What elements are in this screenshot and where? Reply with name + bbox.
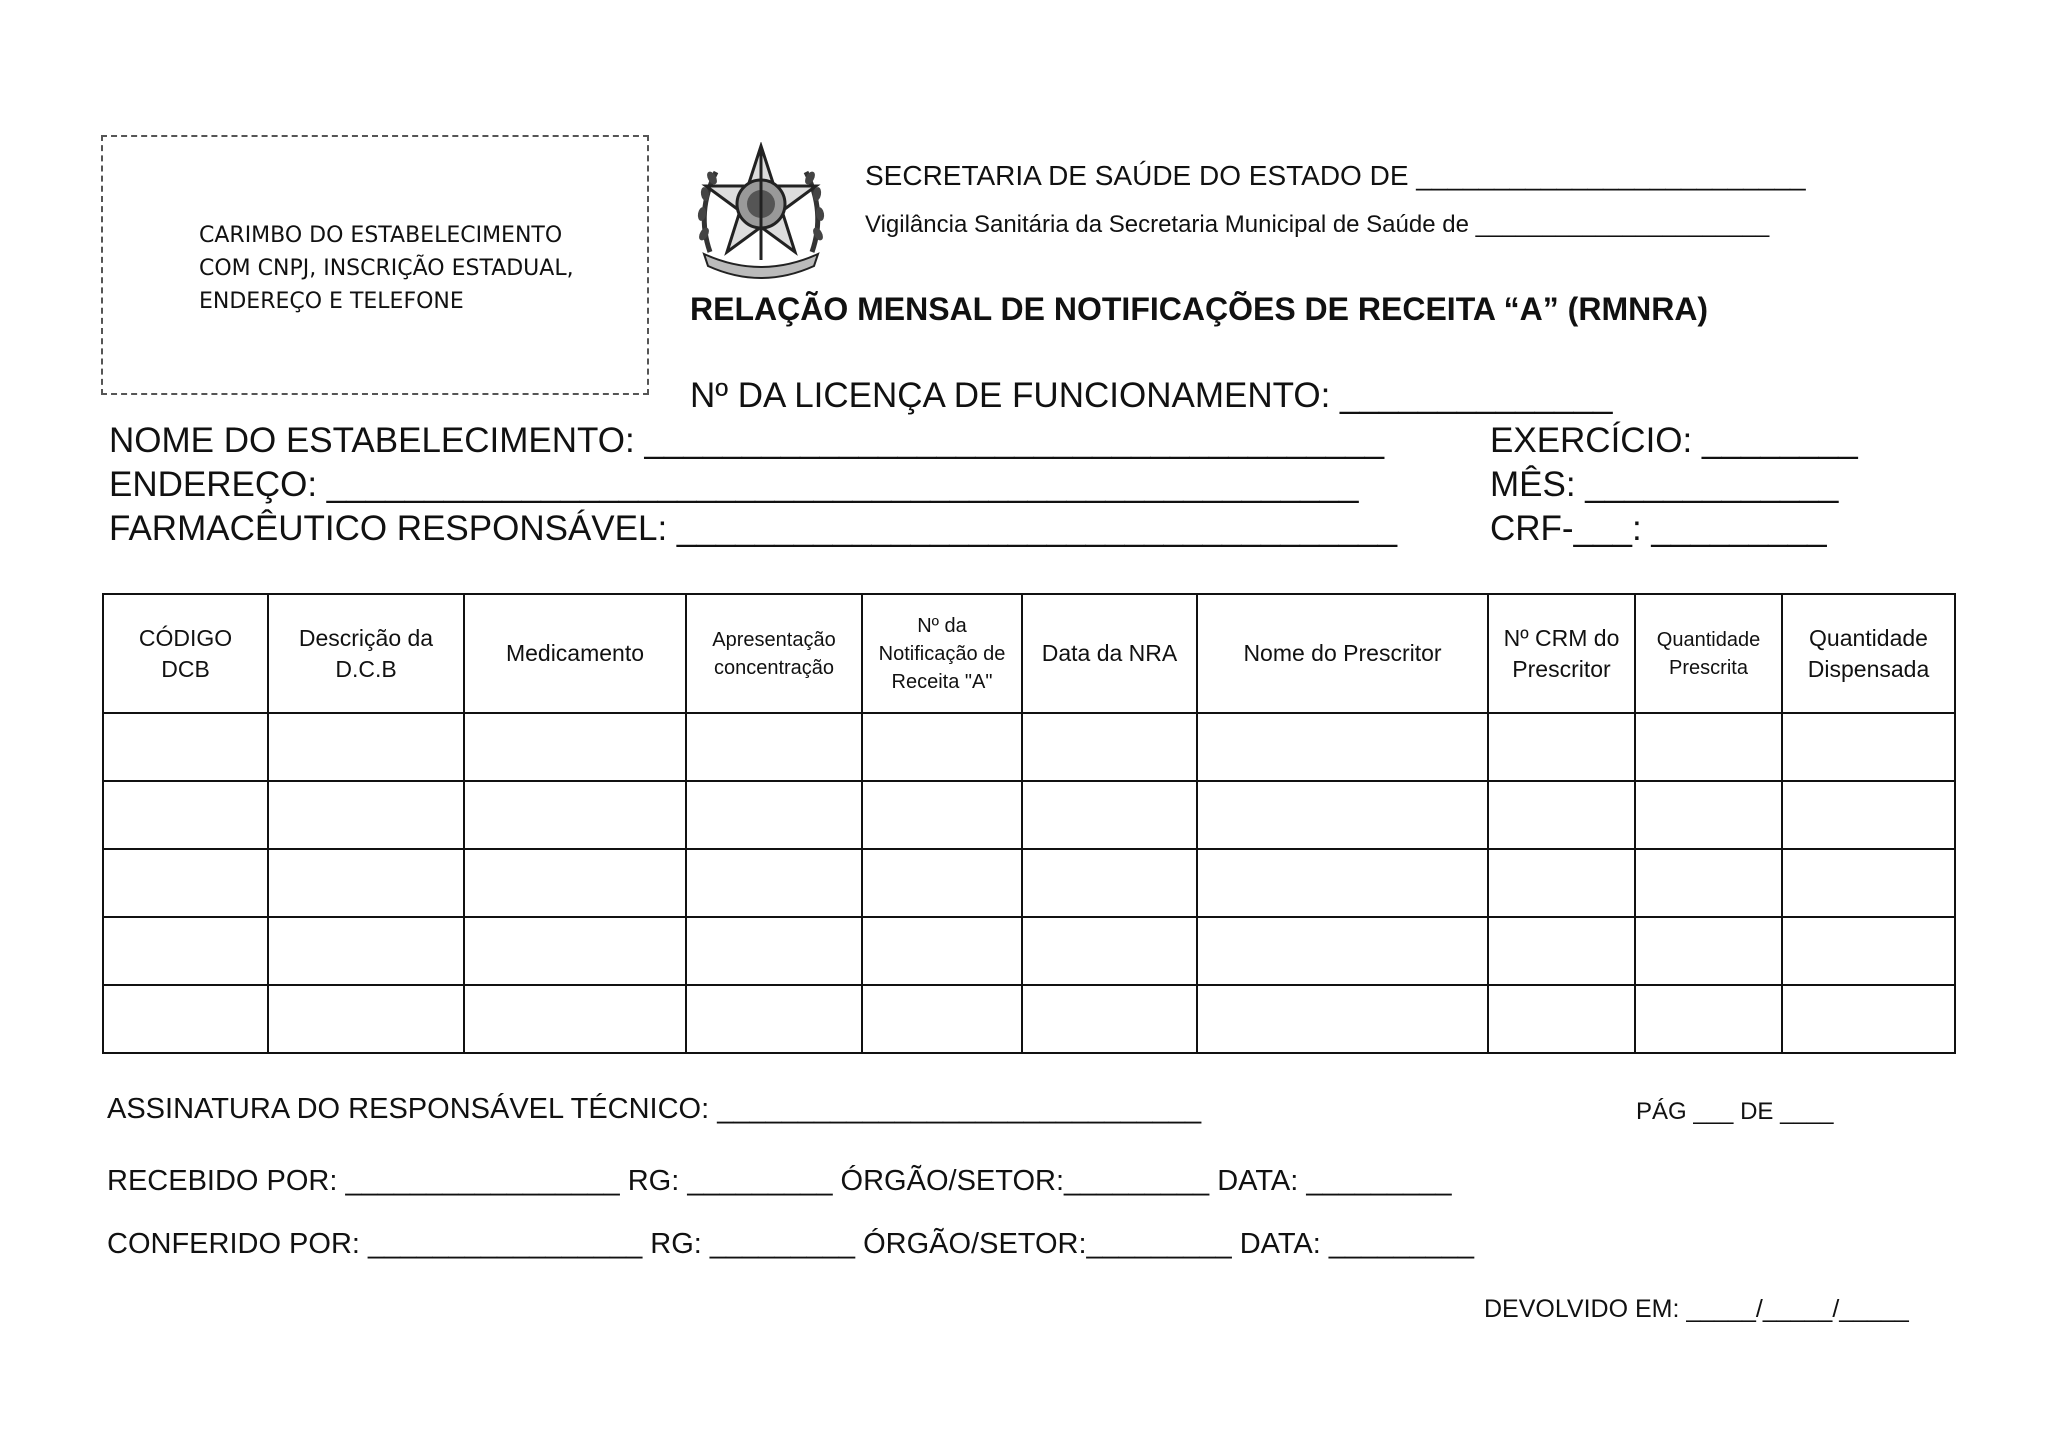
- table-cell[interactable]: [103, 849, 268, 917]
- col-header-apresentacao: Apresentação concentração: [686, 594, 862, 713]
- table-cell[interactable]: [1782, 985, 1955, 1053]
- table-cell[interactable]: [1782, 849, 1955, 917]
- establishment-name-field[interactable]: NOME DO ESTABELECIMENTO: ______________________________________: [109, 421, 1385, 460]
- table-cell[interactable]: [1488, 713, 1635, 781]
- fiscal-year-field[interactable]: EXERCÍCIO: ________: [1490, 421, 1858, 460]
- form-title: RELAÇÃO MENSAL DE NOTIFICAÇÕES DE RECEITA “A” (RMNRA): [690, 291, 1709, 327]
- table-cell[interactable]: [1635, 781, 1782, 849]
- table-cell[interactable]: [1022, 849, 1197, 917]
- table-cell[interactable]: [268, 713, 464, 781]
- month-field[interactable]: MÊS: _____________: [1490, 465, 1839, 504]
- table-cell[interactable]: [862, 985, 1022, 1053]
- table-cell[interactable]: [1782, 713, 1955, 781]
- col-header-crm-prescritor: Nº CRM do Prescritor: [1488, 594, 1635, 713]
- stamp-line-3: ENDEREÇO E TELEFONE: [199, 289, 464, 314]
- brazil-coat-of-arms-icon: [690, 142, 832, 282]
- notifications-table: [102, 593, 1956, 1054]
- address-field[interactable]: ENDEREÇO: _____________________________________________________: [109, 465, 1359, 504]
- establishment-stamp-box[interactable]: [101, 135, 649, 395]
- col-header-quantidade-dispensada: Quantidade Dispensada: [1782, 594, 1955, 713]
- license-number-field[interactable]: Nº DA LICENÇA DE FUNCIONAMENTO: ______________: [690, 376, 1613, 415]
- table-cell[interactable]: [464, 849, 686, 917]
- table-cell[interactable]: [1635, 849, 1782, 917]
- stamp-line-2: COM CNPJ, INSCRIÇÃO ESTADUAL,: [199, 256, 574, 281]
- table-header-row: [103, 594, 1955, 713]
- table-cell[interactable]: [1022, 985, 1197, 1053]
- received-by-line[interactable]: RECEBIDO POR: _________________ RG: _________ ÓRGÃO/SETOR:_________ DATA: _________: [107, 1165, 1452, 1197]
- table-cell[interactable]: [464, 985, 686, 1053]
- table-cell[interactable]: [268, 781, 464, 849]
- table-cell[interactable]: [268, 849, 464, 917]
- table-cell[interactable]: [1022, 781, 1197, 849]
- table-row: [103, 713, 1955, 781]
- table-cell[interactable]: [862, 849, 1022, 917]
- table-cell[interactable]: [1197, 713, 1488, 781]
- col-header-numero-notificacao: Nº da Notificação de Receita "A": [862, 594, 1022, 713]
- table-cell[interactable]: [268, 917, 464, 985]
- table-row: [103, 917, 1955, 985]
- table-cell[interactable]: [103, 917, 268, 985]
- table-row: [103, 985, 1955, 1053]
- crf-field[interactable]: CRF-___: _________: [1490, 509, 1827, 548]
- col-header-nome-prescritor: Nome do Prescritor: [1197, 594, 1488, 713]
- page-number-field[interactable]: PÁG ___ DE ____: [1636, 1098, 1834, 1125]
- table-cell[interactable]: [1022, 917, 1197, 985]
- table-cell[interactable]: [1782, 781, 1955, 849]
- table-cell[interactable]: [464, 781, 686, 849]
- table-cell[interactable]: [686, 781, 862, 849]
- table-cell[interactable]: [1635, 713, 1782, 781]
- stamp-line-1: CARIMBO DO ESTABELECIMENTO: [199, 223, 563, 248]
- returned-on-field[interactable]: DEVOLVIDO EM: _____/_____/_____: [1484, 1295, 1909, 1323]
- table-cell[interactable]: [686, 917, 862, 985]
- table-cell[interactable]: [1488, 849, 1635, 917]
- table-cell[interactable]: [686, 985, 862, 1053]
- table-cell[interactable]: [1197, 849, 1488, 917]
- col-header-data-nra: Data da NRA: [1022, 594, 1197, 713]
- table-cell[interactable]: [268, 985, 464, 1053]
- table-cell[interactable]: [1197, 781, 1488, 849]
- table-cell[interactable]: [1782, 917, 1955, 985]
- pharmacist-field[interactable]: FARMACÊUTICO RESPONSÁVEL: _____________________________________: [109, 509, 1398, 548]
- stamp-instructions: [199, 219, 574, 318]
- table-cell[interactable]: [862, 917, 1022, 985]
- table-cell[interactable]: [1635, 985, 1782, 1053]
- table-cell[interactable]: [862, 781, 1022, 849]
- table-cell[interactable]: [1197, 917, 1488, 985]
- table-row: [103, 849, 1955, 917]
- table-cell[interactable]: [103, 781, 268, 849]
- table-cell[interactable]: [686, 713, 862, 781]
- table-cell[interactable]: [1488, 917, 1635, 985]
- col-header-quantidade-prescrita: Quantidade Prescrita: [1635, 594, 1782, 713]
- checked-by-line[interactable]: CONFERIDO POR: _________________ RG: _________ ÓRGÃO/SETOR:_________ DATA: _________: [107, 1228, 1475, 1260]
- table-cell[interactable]: [862, 713, 1022, 781]
- state-health-secretariat-line: SECRETARIA DE SAÚDE DO ESTADO DE _________________________: [865, 160, 1806, 191]
- table-cell[interactable]: [1197, 985, 1488, 1053]
- table-cell[interactable]: [1022, 713, 1197, 781]
- municipal-surveillance-line: Vigilância Sanitária da Secretaria Municipal de Saúde de ______________________: [865, 211, 1770, 238]
- table-row: [103, 781, 1955, 849]
- table-cell[interactable]: [464, 713, 686, 781]
- col-header-medicamento: Medicamento: [464, 594, 686, 713]
- table-cell[interactable]: [103, 985, 268, 1053]
- table-cell[interactable]: [686, 849, 862, 917]
- col-header-codigo-dcb: CÓDIGO DCB: [103, 594, 268, 713]
- table-cell[interactable]: [1488, 781, 1635, 849]
- table-cell[interactable]: [1635, 917, 1782, 985]
- table-cell[interactable]: [103, 713, 268, 781]
- col-header-descricao-dcb: Descrição da D.C.B: [268, 594, 464, 713]
- technical-responsible-signature-field[interactable]: ASSINATURA DO RESPONSÁVEL TÉCNICO: ______________________________: [107, 1093, 1202, 1125]
- table-cell[interactable]: [1488, 985, 1635, 1053]
- table-cell[interactable]: [464, 917, 686, 985]
